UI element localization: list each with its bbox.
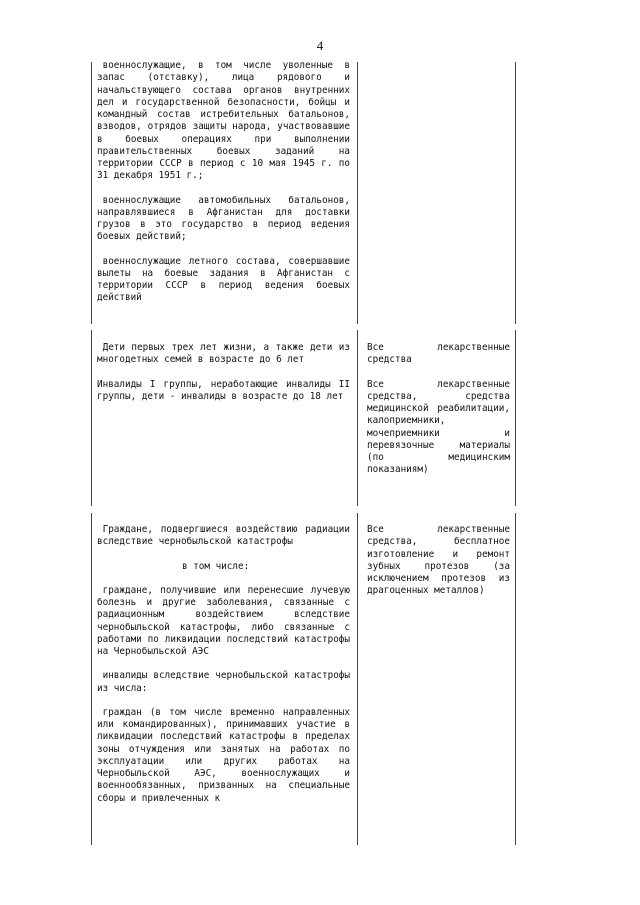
table-border-right-3 [515, 513, 516, 845]
paragraph: Все лекарственные средства [367, 342, 510, 366]
paragraph: граждан (в том числе временно направленных или командированных), принимавших участие в ликвидации последствий катастрофы в пределах зоны отчуждения или занятых на работах по эксплуатации или других работах на Чернобыльской АЭС, военнослужащих и военнообязанных, призванных на специальные сборы и привлеченных к [97, 706, 350, 804]
paragraph: военнослужащие автомобильных батальонов, направлявшиеся в Афганистан для доставки грузов в это государство в период ведения боевых действий; [97, 194, 350, 243]
paragraph: в том числе: [182, 560, 250, 572]
table-border-left-2 [91, 330, 92, 506]
paragraph: военнослужащие летного состава, совершавшие вылеты на боевые задания в Афганистан с территории СССР в период ведения боевых действий [97, 255, 350, 304]
paragraph: военнослужащие, в том числе уволенные в запас (отставку), лица рядового и начальствующего состава органов внутренних дел и государственной безопасности, бойцы и командный состав истребительных батальонов, взводов, отрядов защиты народа, участвовавшие в боевых операциях при выполнении правительственных боевых заданий на территории СССР в период с 10 мая 1945 г. по 31 декабря 1951 г.; [97, 60, 350, 182]
table-border-mid-2 [357, 330, 358, 506]
section1-left-cell [97, 60, 350, 305]
paragraph: Инвалиды I группы, неработающие инвалиды II группы, дети - инвалиды в возрасте до 18 лет [97, 378, 350, 402]
paragraph: Граждане, подвергшиеся воздействию радиации вследствие чернобыльской катастрофы [97, 524, 350, 548]
section2-left-cell [97, 342, 350, 403]
paragraph: Дети первых трех лет жизни, а также дети из многодетных семей в возрасте до 6 лет [97, 342, 350, 366]
paragraph: инвалиды вследствие чернобыльской катастрофы из числа: [97, 670, 350, 694]
table-border-right-1 [515, 62, 516, 324]
table-border-right-2 [515, 330, 516, 506]
paragraph: граждане, получившие или перенесшие лучевую болезнь и другие заболевания, связанные с радиационным воздействием вследствие чернобыльской катастрофы, либо связанные с работами по ликвидации последствий катастрофы на Чернобыльской АЭС [97, 584, 350, 657]
table-border-mid-1 [357, 62, 358, 324]
paragraph: Все лекарственные средства, бесплатное изготовление и ремонт зубных протезов (за исключением протезов из драгоценных металлов) [367, 524, 510, 597]
section3-right-cell [367, 524, 510, 598]
section2-right-cell [367, 342, 510, 477]
paragraph: Все лекарственные средства, средства медицинской реабилитации, калоприемники, мочеприемники и перевязочные материалы (по медицинским показаниям) [367, 378, 510, 476]
table-border-mid-3 [357, 513, 358, 845]
table-border-left-1 [91, 62, 92, 324]
page-number: 4 [316, 38, 324, 53]
table-border-left-3 [91, 513, 92, 845]
section3-left-cell [97, 524, 350, 805]
